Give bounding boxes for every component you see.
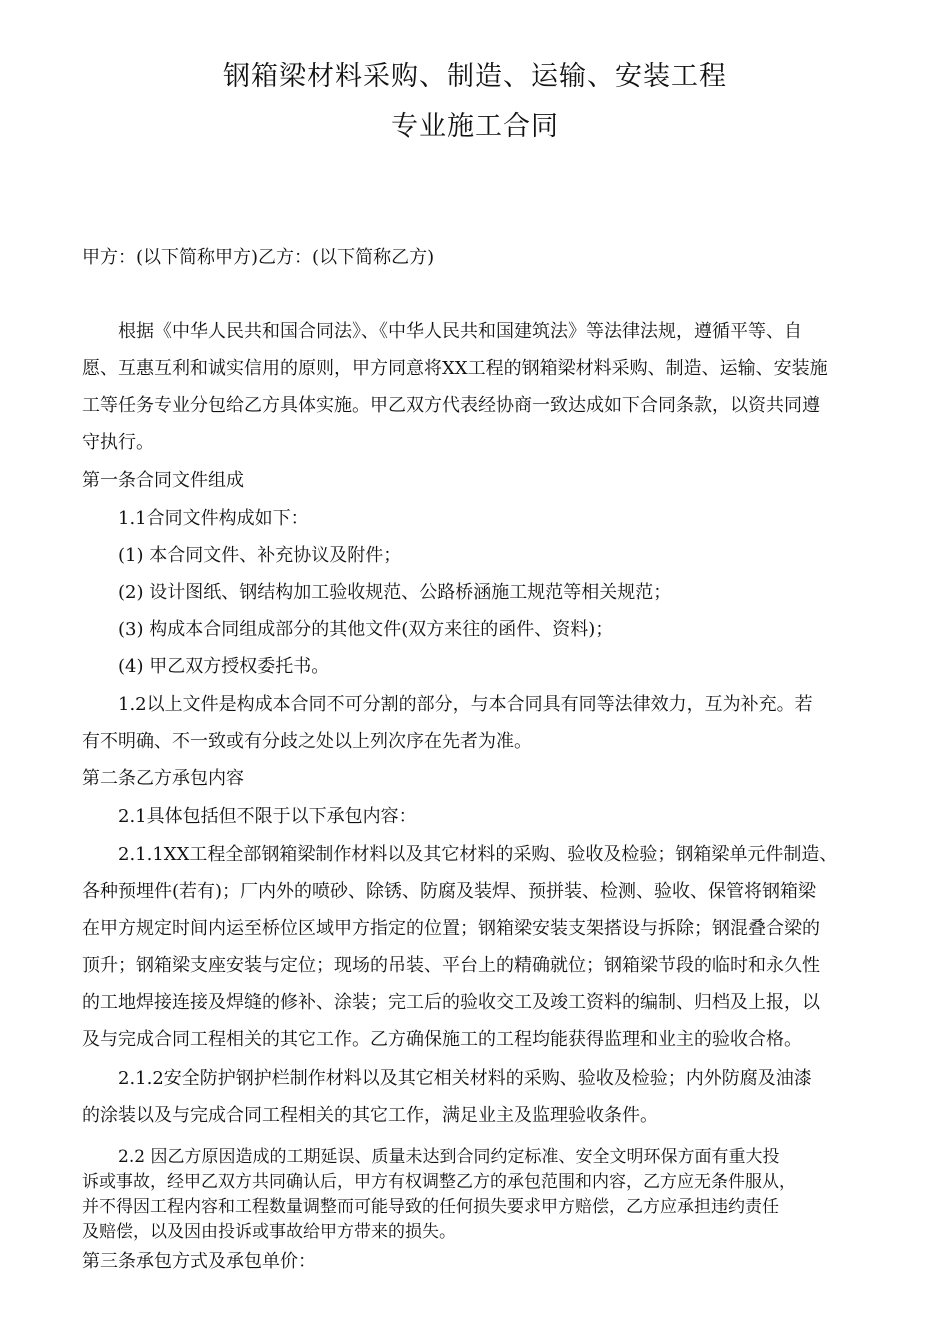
document-subtitle: 专业施工合同 (391, 111, 559, 142)
clause-text: 在甲方规定时间内运至桥位区域甲方指定的位置；钢箱梁安装支架搭设与拆除；钢混叠合梁的 (82, 918, 820, 939)
parties-line: 甲方：(以下简称甲方)乙方：(以下简称乙方) (82, 247, 435, 268)
clause-text: 及与完成合同工程相关的其它工作。乙方确保施工的工程均能获得监理和业主的验收合格。 (82, 1029, 802, 1050)
clause-text: 顶升；钢箱梁支座安装与定位；现场的吊装、平台上的精确就位；钢箱梁节段的临时和永久性 (82, 955, 820, 976)
list-item: (2) 设计图纸、钢结构加工验收规范、公路桥涵施工规范等相关规范； (118, 582, 672, 603)
list-item: (4) 甲乙双方授权委托书。 (118, 656, 330, 677)
clause-text: 2.1.2安全防护钢护栏制作材料以及其它相关材料的采购、验收及检验；内外防腐及油漆 (118, 1068, 812, 1089)
clause-text: 2.1.1XX工程全部钢箱梁制作材料以及其它材料的采购、验收及检验；钢箱梁单元件制造、 (118, 844, 838, 865)
clause-text: 并不得因工程内容和工程数量调整而可能导致的任何损失要求甲方赔偿，乙方应承担违约责任 (82, 1197, 779, 1217)
clause-text: 2.2 因乙方原因造成的工期延误、质量未达到合同约定标准、安全文明环保方面有重大投 (118, 1147, 780, 1167)
clause-text: 各种预埋件(若有)；厂内外的喷砂、除锈、防腐及装焊、预拼装、检测、验收、保管将钢箱梁 (82, 881, 817, 902)
article-heading: 第二条乙方承包内容 (82, 768, 244, 789)
article-heading: 第一条合同文件组成 (82, 470, 244, 491)
clause-text: 1.2以上文件是构成本合同不可分割的部分，与本合同具有同等法律效力，互为补充。若 (118, 694, 813, 715)
preamble-line: 工等任务专业分包给乙方具体实施。甲乙双方代表经协商一致达成如下合同条款，以资共同遵 (82, 395, 820, 416)
list-item: (3) 构成本合同组成部分的其他文件(双方来往的函件、资料)； (118, 619, 614, 640)
clause-text: 诉或事故，经甲乙双方共同确认后，甲方有权调整乙方的承包范围和内容，乙方应无条件服从， (82, 1172, 796, 1192)
list-item: (1) 本合同文件、补充协议及附件； (118, 545, 402, 566)
preamble-line: 愿、互惠互利和诚实信用的原则，甲方同意将XX工程的钢箱梁材料采购、制造、运输、安装施 (82, 358, 828, 379)
clause-text: 的涂装以及与完成合同工程相关的其它工作，满足业主及监理验收条件。 (82, 1105, 658, 1126)
preamble-line: 根据《中华人民共和国合同法》、《中华人民共和国建筑法》等法律法规，遵循平等、自 (118, 321, 802, 342)
clause-text: 的工地焊接连接及焊缝的修补、涂装；完工后的验收交工及竣工资料的编制、归档及上报，以 (82, 992, 820, 1013)
clause-text: 2.1具体包括但不限于以下承包内容： (118, 806, 417, 827)
preamble-line: 守执行。 (82, 432, 154, 453)
clause-text: 及赔偿，以及因由投诉或事故给甲方带来的损失。 (82, 1222, 456, 1242)
clause-text: 有不明确、不一致或有分歧之处以上列次序在先者为准。 (82, 731, 532, 752)
document-title: 钢箱梁材料采购、制造、运输、安装工程 (223, 61, 727, 92)
article-heading: 第三条承包方式及承包单价： (82, 1251, 316, 1272)
clause-text: 1.1合同文件构成如下： (118, 508, 309, 529)
